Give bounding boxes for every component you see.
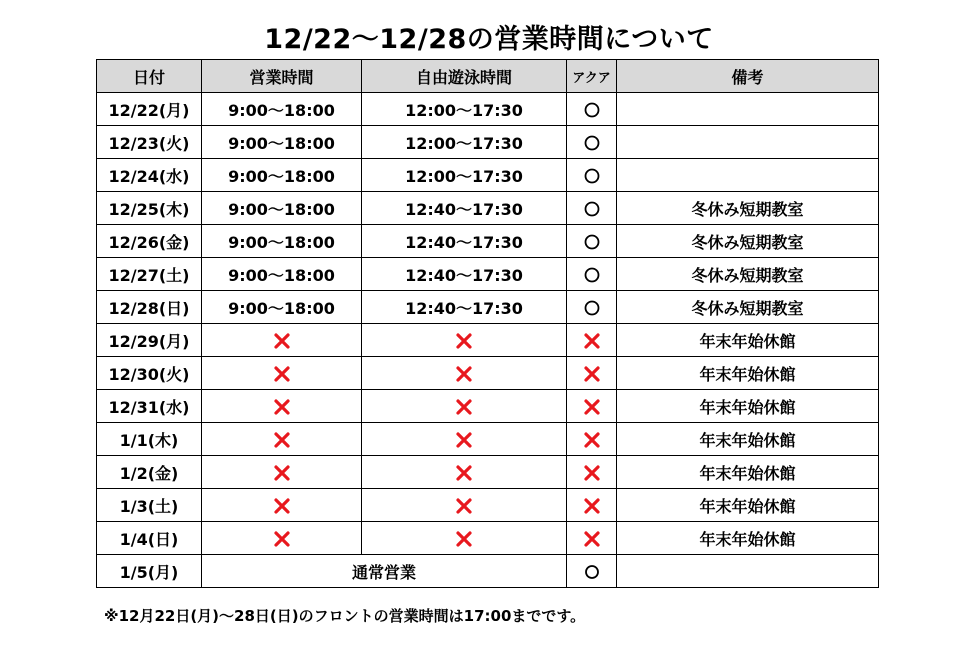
hours-cell: 9:00〜18:00 — [202, 291, 362, 324]
swim-cell — [362, 390, 567, 423]
table-row — [97, 324, 879, 357]
cross-icon — [583, 464, 601, 482]
table-row — [97, 126, 879, 159]
date-cell: 12/26(金) — [97, 225, 202, 258]
notes-cell: 年末年始休館 — [617, 390, 879, 423]
cross-icon — [583, 530, 601, 548]
cross-icon — [273, 497, 291, 515]
swim-cell — [362, 357, 567, 390]
date-cell: 1/4(日) — [97, 522, 202, 555]
notes-cell: 年末年始休館 — [617, 456, 879, 489]
date-cell: 1/2(金) — [97, 456, 202, 489]
header-row — [97, 60, 879, 93]
swim-cell — [362, 423, 567, 456]
date-cell: 12/24(水) — [97, 159, 202, 192]
cross-icon — [455, 365, 473, 383]
notes-cell — [617, 159, 879, 192]
aqua-cell — [567, 522, 617, 555]
date-cell: 12/31(水) — [97, 390, 202, 423]
circle-icon — [583, 200, 601, 218]
cross-icon — [273, 398, 291, 416]
notes-cell: 年末年始休館 — [617, 324, 879, 357]
aqua-cell — [567, 555, 617, 588]
circle-icon — [583, 167, 601, 185]
notes-cell: 冬休み短期教室 — [617, 192, 879, 225]
hours-cell: 9:00〜18:00 — [202, 258, 362, 291]
hours-cell — [202, 489, 362, 522]
hours-cell: 9:00〜18:00 — [202, 192, 362, 225]
aqua-cell — [567, 423, 617, 456]
date-cell: 12/27(土) — [97, 258, 202, 291]
aqua-cell — [567, 324, 617, 357]
hours-cell: 9:00〜18:00 — [202, 225, 362, 258]
cross-icon — [583, 365, 601, 383]
cross-icon — [455, 332, 473, 350]
cross-icon — [273, 431, 291, 449]
date-cell: 1/3(土) — [97, 489, 202, 522]
aqua-cell — [567, 192, 617, 225]
notes-cell: 年末年始休館 — [617, 357, 879, 390]
date-cell: 12/28(日) — [97, 291, 202, 324]
cross-icon — [455, 431, 473, 449]
table-row — [97, 456, 879, 489]
date-cell: 12/25(木) — [97, 192, 202, 225]
aqua-cell — [567, 291, 617, 324]
table-row — [97, 522, 879, 555]
table-row — [97, 258, 879, 291]
aqua-cell — [567, 357, 617, 390]
cross-icon — [455, 464, 473, 482]
cross-icon — [583, 497, 601, 515]
cross-icon — [455, 530, 473, 548]
schedule-table — [96, 59, 879, 588]
date-cell: 12/30(火) — [97, 357, 202, 390]
swim-cell — [362, 324, 567, 357]
notes-cell: 冬休み短期教室 — [617, 225, 879, 258]
cross-icon — [583, 431, 601, 449]
aqua-cell — [567, 159, 617, 192]
swim-cell — [362, 489, 567, 522]
table-row — [97, 291, 879, 324]
notes-cell — [617, 126, 879, 159]
header-swim: 自由遊泳時間 — [362, 60, 567, 93]
notes-cell: 年末年始休館 — [617, 522, 879, 555]
hours-cell: 9:00〜18:00 — [202, 126, 362, 159]
aqua-cell — [567, 225, 617, 258]
table-row — [97, 423, 879, 456]
hours-cell — [202, 357, 362, 390]
table-row — [97, 192, 879, 225]
swim-cell: 12:00〜17:30 — [362, 126, 567, 159]
notes-cell — [617, 555, 879, 588]
table-row — [97, 357, 879, 390]
cross-icon — [455, 398, 473, 416]
aqua-cell — [567, 258, 617, 291]
notes-cell: 冬休み短期教室 — [617, 291, 879, 324]
swim-cell: 12:40〜17:30 — [362, 258, 567, 291]
notes-cell — [617, 93, 879, 126]
table-row — [97, 159, 879, 192]
swim-cell: 12:40〜17:30 — [362, 225, 567, 258]
swim-cell — [362, 456, 567, 489]
swim-cell: 12:00〜17:30 — [362, 93, 567, 126]
table-row-last — [97, 555, 879, 588]
cross-icon — [273, 464, 291, 482]
hours-cell: 9:00〜18:00 — [202, 93, 362, 126]
header-notes: 備考 — [617, 60, 879, 93]
aqua-cell — [567, 126, 617, 159]
swim-cell: 12:40〜17:30 — [362, 192, 567, 225]
notes-cell: 年末年始休館 — [617, 489, 879, 522]
circle-icon — [583, 101, 601, 119]
aqua-cell — [567, 489, 617, 522]
header-aqua: アクア — [567, 60, 617, 93]
table-row — [97, 225, 879, 258]
header-date: 日付 — [97, 60, 202, 93]
hours-cell: 9:00〜18:00 — [202, 159, 362, 192]
circle-icon — [583, 233, 601, 251]
aqua-cell — [567, 390, 617, 423]
aqua-cell — [567, 456, 617, 489]
merged-status-cell: 通常営業 — [202, 555, 567, 588]
date-cell: 1/1(木) — [97, 423, 202, 456]
footnote: ※12月22日(月)〜28日(日)のフロントの営業時間は17:00までです。 — [104, 607, 586, 625]
cross-icon — [273, 530, 291, 548]
table-row — [97, 390, 879, 423]
swim-cell: 12:00〜17:30 — [362, 159, 567, 192]
circle-icon — [583, 299, 601, 317]
date-cell: 12/29(月) — [97, 324, 202, 357]
date-cell: 1/5(月) — [97, 555, 202, 588]
date-cell: 12/23(火) — [97, 126, 202, 159]
swim-cell: 12:40〜17:30 — [362, 291, 567, 324]
hours-cell — [202, 324, 362, 357]
cross-icon — [273, 365, 291, 383]
swim-cell — [362, 522, 567, 555]
hours-cell — [202, 390, 362, 423]
circle-icon — [583, 134, 601, 152]
date-cell: 12/22(月) — [97, 93, 202, 126]
aqua-cell — [567, 93, 617, 126]
circle-icon — [583, 266, 601, 284]
cross-icon — [583, 332, 601, 350]
notes-cell: 冬休み短期教室 — [617, 258, 879, 291]
hours-cell — [202, 423, 362, 456]
notes-cell: 年末年始休館 — [617, 423, 879, 456]
hours-cell — [202, 456, 362, 489]
cross-icon — [583, 398, 601, 416]
cross-icon — [273, 332, 291, 350]
circle-icon — [584, 564, 600, 580]
cross-icon — [455, 497, 473, 515]
page-title: 12/22〜12/28の営業時間について — [264, 24, 714, 55]
hours-cell — [202, 522, 362, 555]
header-hours: 営業時間 — [202, 60, 362, 93]
table-row — [97, 93, 879, 126]
table-row — [97, 489, 879, 522]
